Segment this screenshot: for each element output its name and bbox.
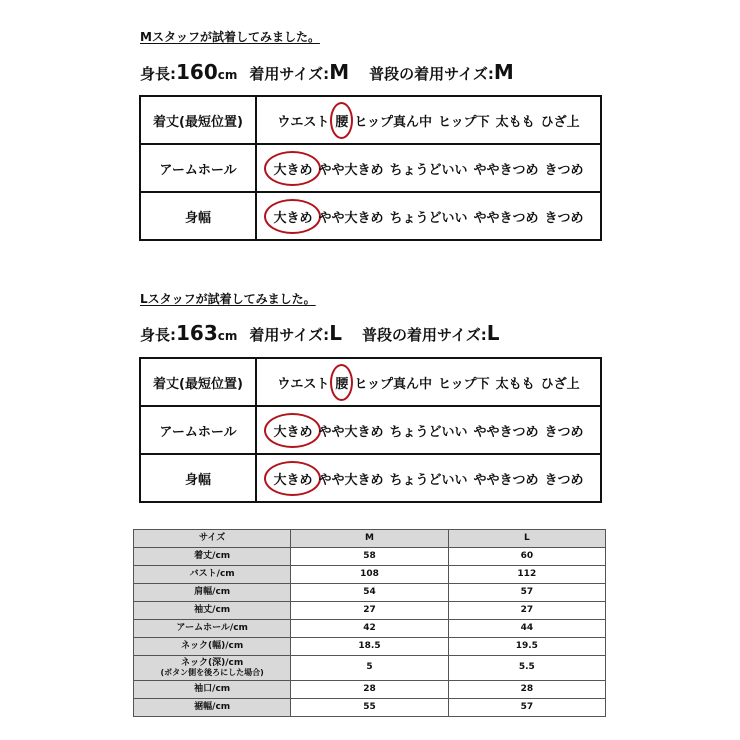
- fit-options: [256, 454, 601, 502]
- cell-m: 55: [291, 699, 448, 717]
- option: ちょうどいい: [389, 162, 468, 178]
- cell-m: 27: [291, 602, 448, 620]
- table-row: [134, 584, 606, 602]
- option: きつめ: [544, 210, 584, 226]
- table-row: [134, 681, 606, 699]
- cell-l: 57: [448, 699, 605, 717]
- fit-options: [256, 406, 601, 454]
- size-label: 着用サイズ:: [249, 326, 330, 344]
- option: ちょうどいい: [389, 424, 468, 440]
- fit-row-head: アームホール: [140, 144, 256, 192]
- option: やや大きめ: [318, 162, 384, 178]
- option-selected: 大きめ: [273, 207, 312, 226]
- row-label: ネック(幅)/cm: [134, 638, 291, 656]
- fit-row-head: 身幅: [140, 454, 256, 502]
- fit-row-armhole: [140, 406, 601, 454]
- cell-m: 108: [291, 566, 448, 584]
- cell-m: 54: [291, 584, 448, 602]
- option-selected: 大きめ: [273, 421, 312, 440]
- cell-l: 57: [448, 584, 605, 602]
- option: 太もも: [495, 114, 535, 130]
- cell-l: 27: [448, 602, 605, 620]
- option: きつめ: [544, 472, 584, 488]
- row-label: 袖丈/cm: [134, 602, 291, 620]
- fit-options: [256, 96, 601, 144]
- height-value: 160: [176, 60, 218, 84]
- header-cell: サイズ: [134, 530, 291, 548]
- row-label: 袖口/cm: [134, 681, 291, 699]
- table-row: [134, 548, 606, 566]
- row-label: [134, 656, 291, 681]
- staff-l-fit-table: [139, 357, 602, 503]
- table-row: [134, 620, 606, 638]
- fit-row-length: [140, 96, 601, 144]
- cell-m: 5: [291, 656, 448, 681]
- option: ヒップ真ん中: [354, 376, 432, 392]
- row-label: 裾幅/cm: [134, 699, 291, 717]
- fit-options: [256, 144, 601, 192]
- cell-l: 28: [448, 681, 605, 699]
- fit-row-head: アームホール: [140, 406, 256, 454]
- cell-m: 18.5: [291, 638, 448, 656]
- option: きつめ: [544, 162, 584, 178]
- option: ややきつめ: [473, 424, 539, 440]
- option: ややきつめ: [473, 162, 539, 178]
- usual-size-value: M: [493, 60, 514, 84]
- staff-m-fit-table: [139, 95, 602, 241]
- staff-l-title: Lスタッフが試着してみました。: [140, 292, 316, 306]
- option-selected: 腰: [335, 111, 348, 130]
- option: ヒップ下: [438, 376, 490, 392]
- option: やや大きめ: [318, 210, 384, 226]
- row-label: アームホール/cm: [134, 620, 291, 638]
- cell-l: 60: [448, 548, 605, 566]
- row-label: 着丈/cm: [134, 548, 291, 566]
- table-row: [134, 602, 606, 620]
- size-spec-table: [133, 529, 606, 717]
- row-label: 肩幅/cm: [134, 584, 291, 602]
- header-cell: M: [291, 530, 448, 548]
- fit-row-length: [140, 358, 601, 406]
- table-row: [134, 638, 606, 656]
- option: ちょうどいい: [389, 210, 468, 226]
- table-row: [134, 656, 606, 681]
- table-row: [134, 699, 606, 717]
- option: ウエスト: [277, 114, 330, 130]
- fit-row-body-width: [140, 192, 601, 240]
- option-selected: 腰: [335, 373, 348, 392]
- height-unit: cm: [217, 329, 238, 343]
- fit-row-head: 身幅: [140, 192, 256, 240]
- fit-row-body-width: [140, 454, 601, 502]
- header-cell: L: [448, 530, 605, 548]
- staff-l-info: [140, 321, 500, 345]
- size-value: M: [329, 60, 350, 84]
- height-label: 身長:: [140, 65, 176, 83]
- fit-row-head: 着丈(最短位置): [140, 96, 256, 144]
- staff-m-title: Mスタッフが試着してみました。: [140, 30, 320, 44]
- row-label-main: ネック(深)/cm: [181, 658, 244, 669]
- height-label: 身長:: [140, 326, 176, 344]
- usual-size-label: 普段の着用サイズ:: [369, 65, 494, 83]
- option: やや大きめ: [318, 472, 384, 488]
- option: ヒップ下: [438, 114, 490, 130]
- height-value: 163: [176, 321, 218, 345]
- option: きつめ: [544, 424, 584, 440]
- size-value: L: [329, 321, 342, 345]
- cell-l: 5.5: [448, 656, 605, 681]
- option-selected: 大きめ: [273, 159, 312, 178]
- table-row: [134, 566, 606, 584]
- row-label-sub: (ボタン側を後ろにした場合): [160, 667, 264, 677]
- option: ヒップ真ん中: [354, 114, 432, 130]
- option: ひざ上: [540, 376, 580, 392]
- fit-options: [256, 192, 601, 240]
- usual-size-value: L: [486, 321, 500, 345]
- fit-row-head: 着丈(最短位置): [140, 358, 256, 406]
- option: ややきつめ: [473, 210, 539, 226]
- staff-m-info: [140, 60, 514, 84]
- cell-l: 19.5: [448, 638, 605, 656]
- size-label: 着用サイズ:: [249, 65, 330, 83]
- cell-l: 44: [448, 620, 605, 638]
- option: やや大きめ: [318, 424, 384, 440]
- size-table-header: [134, 530, 606, 548]
- option: ちょうどいい: [389, 472, 468, 488]
- cell-m: 28: [291, 681, 448, 699]
- row-label: バスト/cm: [134, 566, 291, 584]
- height-unit: cm: [217, 68, 238, 82]
- usual-size-label: 普段の着用サイズ:: [361, 326, 487, 344]
- option: ウエスト: [277, 376, 330, 392]
- cell-l: 112: [448, 566, 605, 584]
- cell-m: 58: [291, 548, 448, 566]
- cell-m: 42: [291, 620, 448, 638]
- fit-row-armhole: [140, 144, 601, 192]
- option: 太もも: [495, 376, 535, 392]
- option: ややきつめ: [473, 472, 539, 488]
- option: ひざ上: [540, 114, 580, 130]
- fit-options: [256, 358, 601, 406]
- option-selected: 大きめ: [273, 469, 312, 488]
